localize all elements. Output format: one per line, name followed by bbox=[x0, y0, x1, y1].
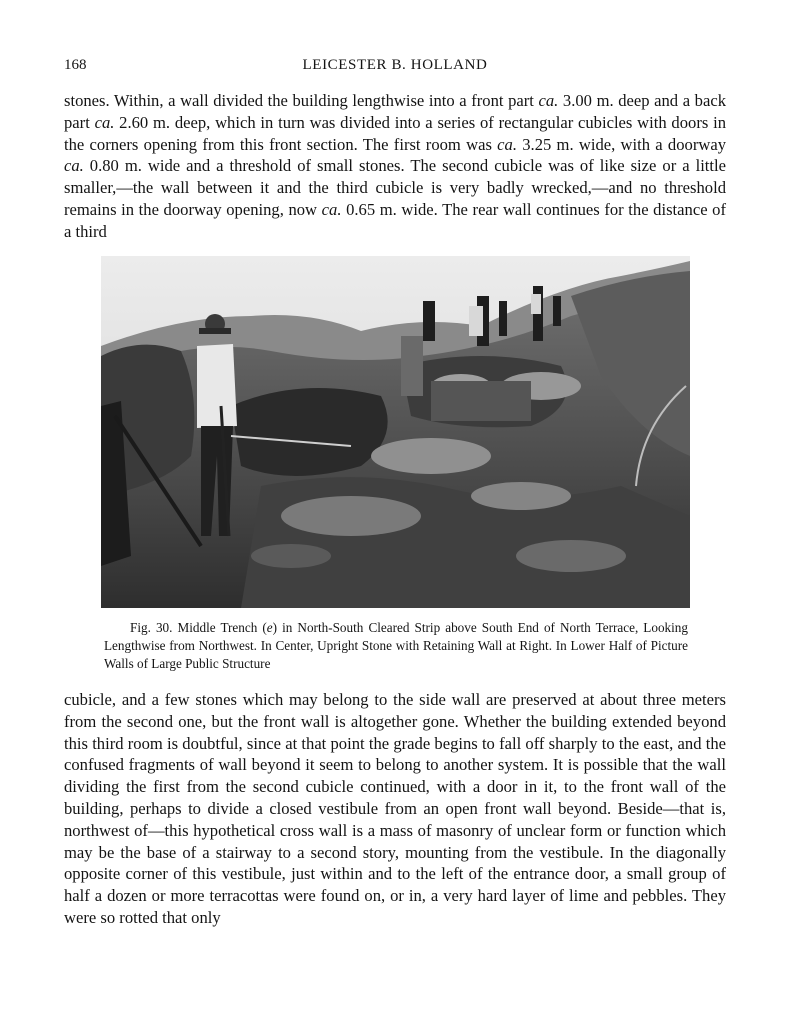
page-number: 168 bbox=[64, 57, 87, 73]
figure-caption: Fig. 30. Middle Trench (e) in North-South Cleared Strip above South End of North Terrace, Looking Lengthwise from Northwest. In Center, Upright Stone with Retaining Wall at Right. In Lower Half of Picture Walls of Large Public Structure bbox=[104, 620, 688, 671]
photo-illustration bbox=[101, 256, 690, 608]
excavation-photograph bbox=[101, 256, 690, 608]
body-paragraph-bottom: cubicle, and a few stones which may belong to the side wall are preserved at about three meters from the second one, but the front wall is altogether gone. Whether the building extended beyond this third room is doubtful, since at that point the grade begins to fall off sharply to the east, and the confused fragments of wall beyond it seem to belong to another system. It is possible that the wall dividing the first from the second cubicle continued, with a door in it, to the front wall of the building, perhaps to divide a closed vestibule from an open front wall beyond. Beside—that is, northwest of—this hypothetical cross wall is a mass of masonry of unclear form or function which may be the base of a stairway to a second story, mounting from the vestibule. In the diagonally opposite corner of this vestibule, just within and to the left of the entrance door, a small group of half a dozen or more terracottas were found on, or in, a very hard layer of lime and pebbles. They were so rotted that only bbox=[64, 690, 726, 927]
running-head: LEICESTER B. HOLLAND bbox=[302, 57, 488, 73]
body-paragraph-top: stones. Within, a wall divided the building lengthwise into a front part ca. 3.00 m. deep and a back part ca. 2.60 m. deep, which in turn was divided into a series of rectangular cubicles with doors in the corners opening from this front section. The first room was ca. 3.25 m. wide, with a doorway ca. 0.80 m. wide and a threshold of small stones. The second cubicle was of like size or a little smaller,—the wall between it and the third cubicle is very badly wrecked,—and no threshold remains in the doorway opening, now ca. 0.65 m. wide. The rear wall continues for the distance of a third bbox=[64, 91, 726, 241]
page-header bbox=[64, 57, 726, 77]
